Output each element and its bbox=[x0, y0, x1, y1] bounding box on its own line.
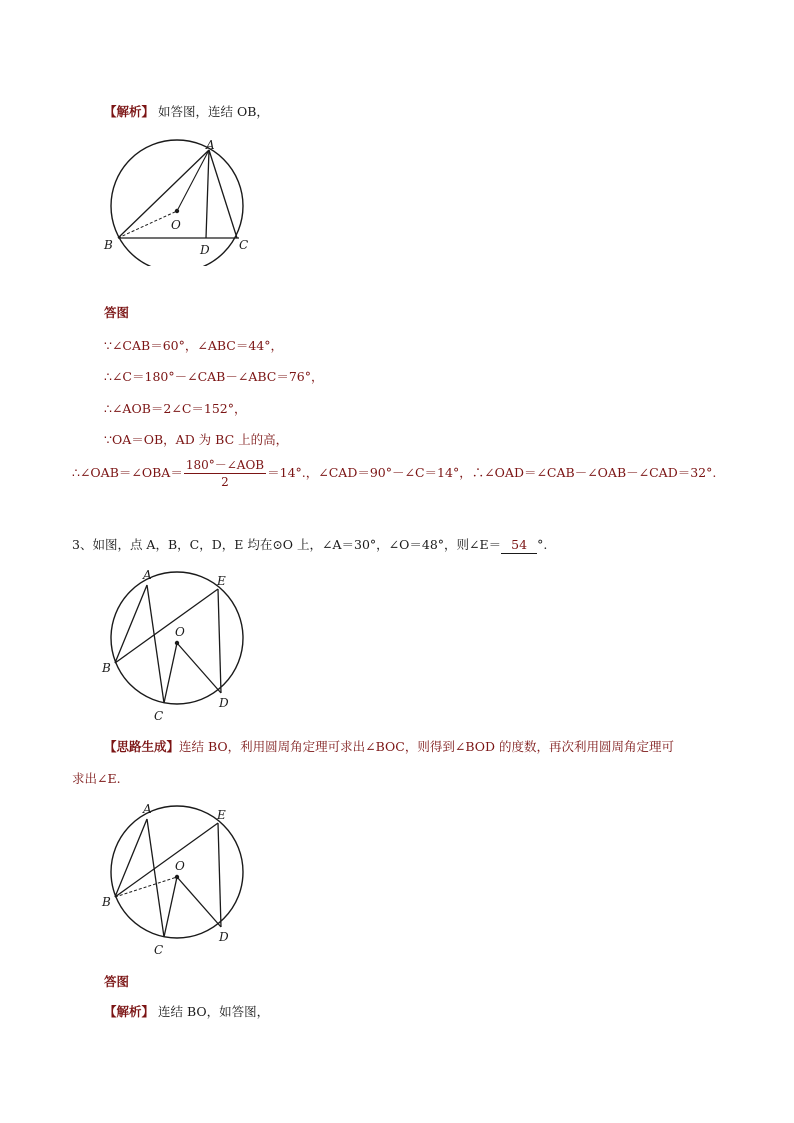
solution-final-line bbox=[72, 458, 716, 489]
solution-3-header bbox=[104, 1004, 269, 1020]
label-b: B bbox=[102, 895, 111, 909]
figure-circle-abcde bbox=[96, 566, 256, 726]
label-c: C bbox=[239, 238, 249, 252]
solution-step-2: ∴∠C＝180°－∠CAB－∠ABC＝76°， bbox=[104, 369, 324, 384]
label-a: A bbox=[143, 802, 152, 816]
label-b: B bbox=[102, 661, 111, 675]
figure-caption-2: 答图 bbox=[104, 974, 130, 989]
solution-header bbox=[104, 104, 269, 120]
label-a: A bbox=[206, 138, 215, 152]
label-e: E bbox=[217, 808, 226, 822]
label-b: B bbox=[104, 238, 113, 252]
final-suffix: ＝14°.，∠CAD＝90°－∠C＝14°，∴∠OAD＝∠CAB－∠OAB－∠CAD＝32°. bbox=[267, 465, 717, 480]
label-c: C bbox=[154, 943, 164, 957]
label-a: A bbox=[143, 568, 152, 582]
label-d: D bbox=[200, 243, 210, 257]
solution-step-4: ∵OA＝OB，AD 为 BC 上的高， bbox=[104, 432, 289, 447]
solution-intro: 如答图，连结 OB， bbox=[158, 104, 269, 119]
solution-step-1: ∵∠CAB＝60°，∠ABC＝44°， bbox=[104, 338, 283, 353]
question-suffix: °. bbox=[537, 537, 548, 552]
label-o: O bbox=[171, 218, 181, 232]
question-3 bbox=[72, 537, 547, 554]
hint-tag: 【思路生成】 bbox=[104, 739, 180, 754]
question-text: 3、如图，点 A，B，C，D，E 均在⊙O 上，∠A＝30°，∠O＝48°，则∠E＝ bbox=[72, 537, 502, 552]
hint-text: 连结 BO，利用圆周角定理可求出∠BOC，则得到∠BOD 的度数，再次利用圆周角定理可 bbox=[179, 739, 674, 754]
hint-line-2: 求出∠E. bbox=[72, 771, 121, 786]
label-d: D bbox=[219, 696, 229, 710]
solution-step-3: ∴∠AOB＝2∠C＝152°， bbox=[104, 401, 247, 416]
figure-circle-answer bbox=[96, 800, 256, 960]
fraction-numerator: 180°－∠AOB bbox=[185, 458, 265, 472]
label-c: C bbox=[154, 709, 164, 723]
answer-blank: 54 bbox=[501, 537, 537, 554]
figure-circle-abc bbox=[96, 136, 276, 266]
fraction bbox=[184, 458, 266, 489]
hint-line-1 bbox=[104, 739, 674, 755]
figure-caption: 答图 bbox=[104, 305, 130, 320]
fraction-denominator: 2 bbox=[221, 475, 229, 489]
solution-3-text: 连结 BO，如答图， bbox=[158, 1004, 270, 1019]
label-o: O bbox=[175, 859, 185, 873]
label-d: D bbox=[219, 930, 229, 944]
label-o: O bbox=[175, 625, 185, 639]
label-e: E bbox=[217, 574, 226, 588]
solution-3-tag: 【解析】 bbox=[104, 1004, 155, 1019]
final-prefix: ∴∠OAB＝∠OBA＝ bbox=[72, 465, 183, 480]
solution-tag: 【解析】 bbox=[104, 104, 155, 119]
